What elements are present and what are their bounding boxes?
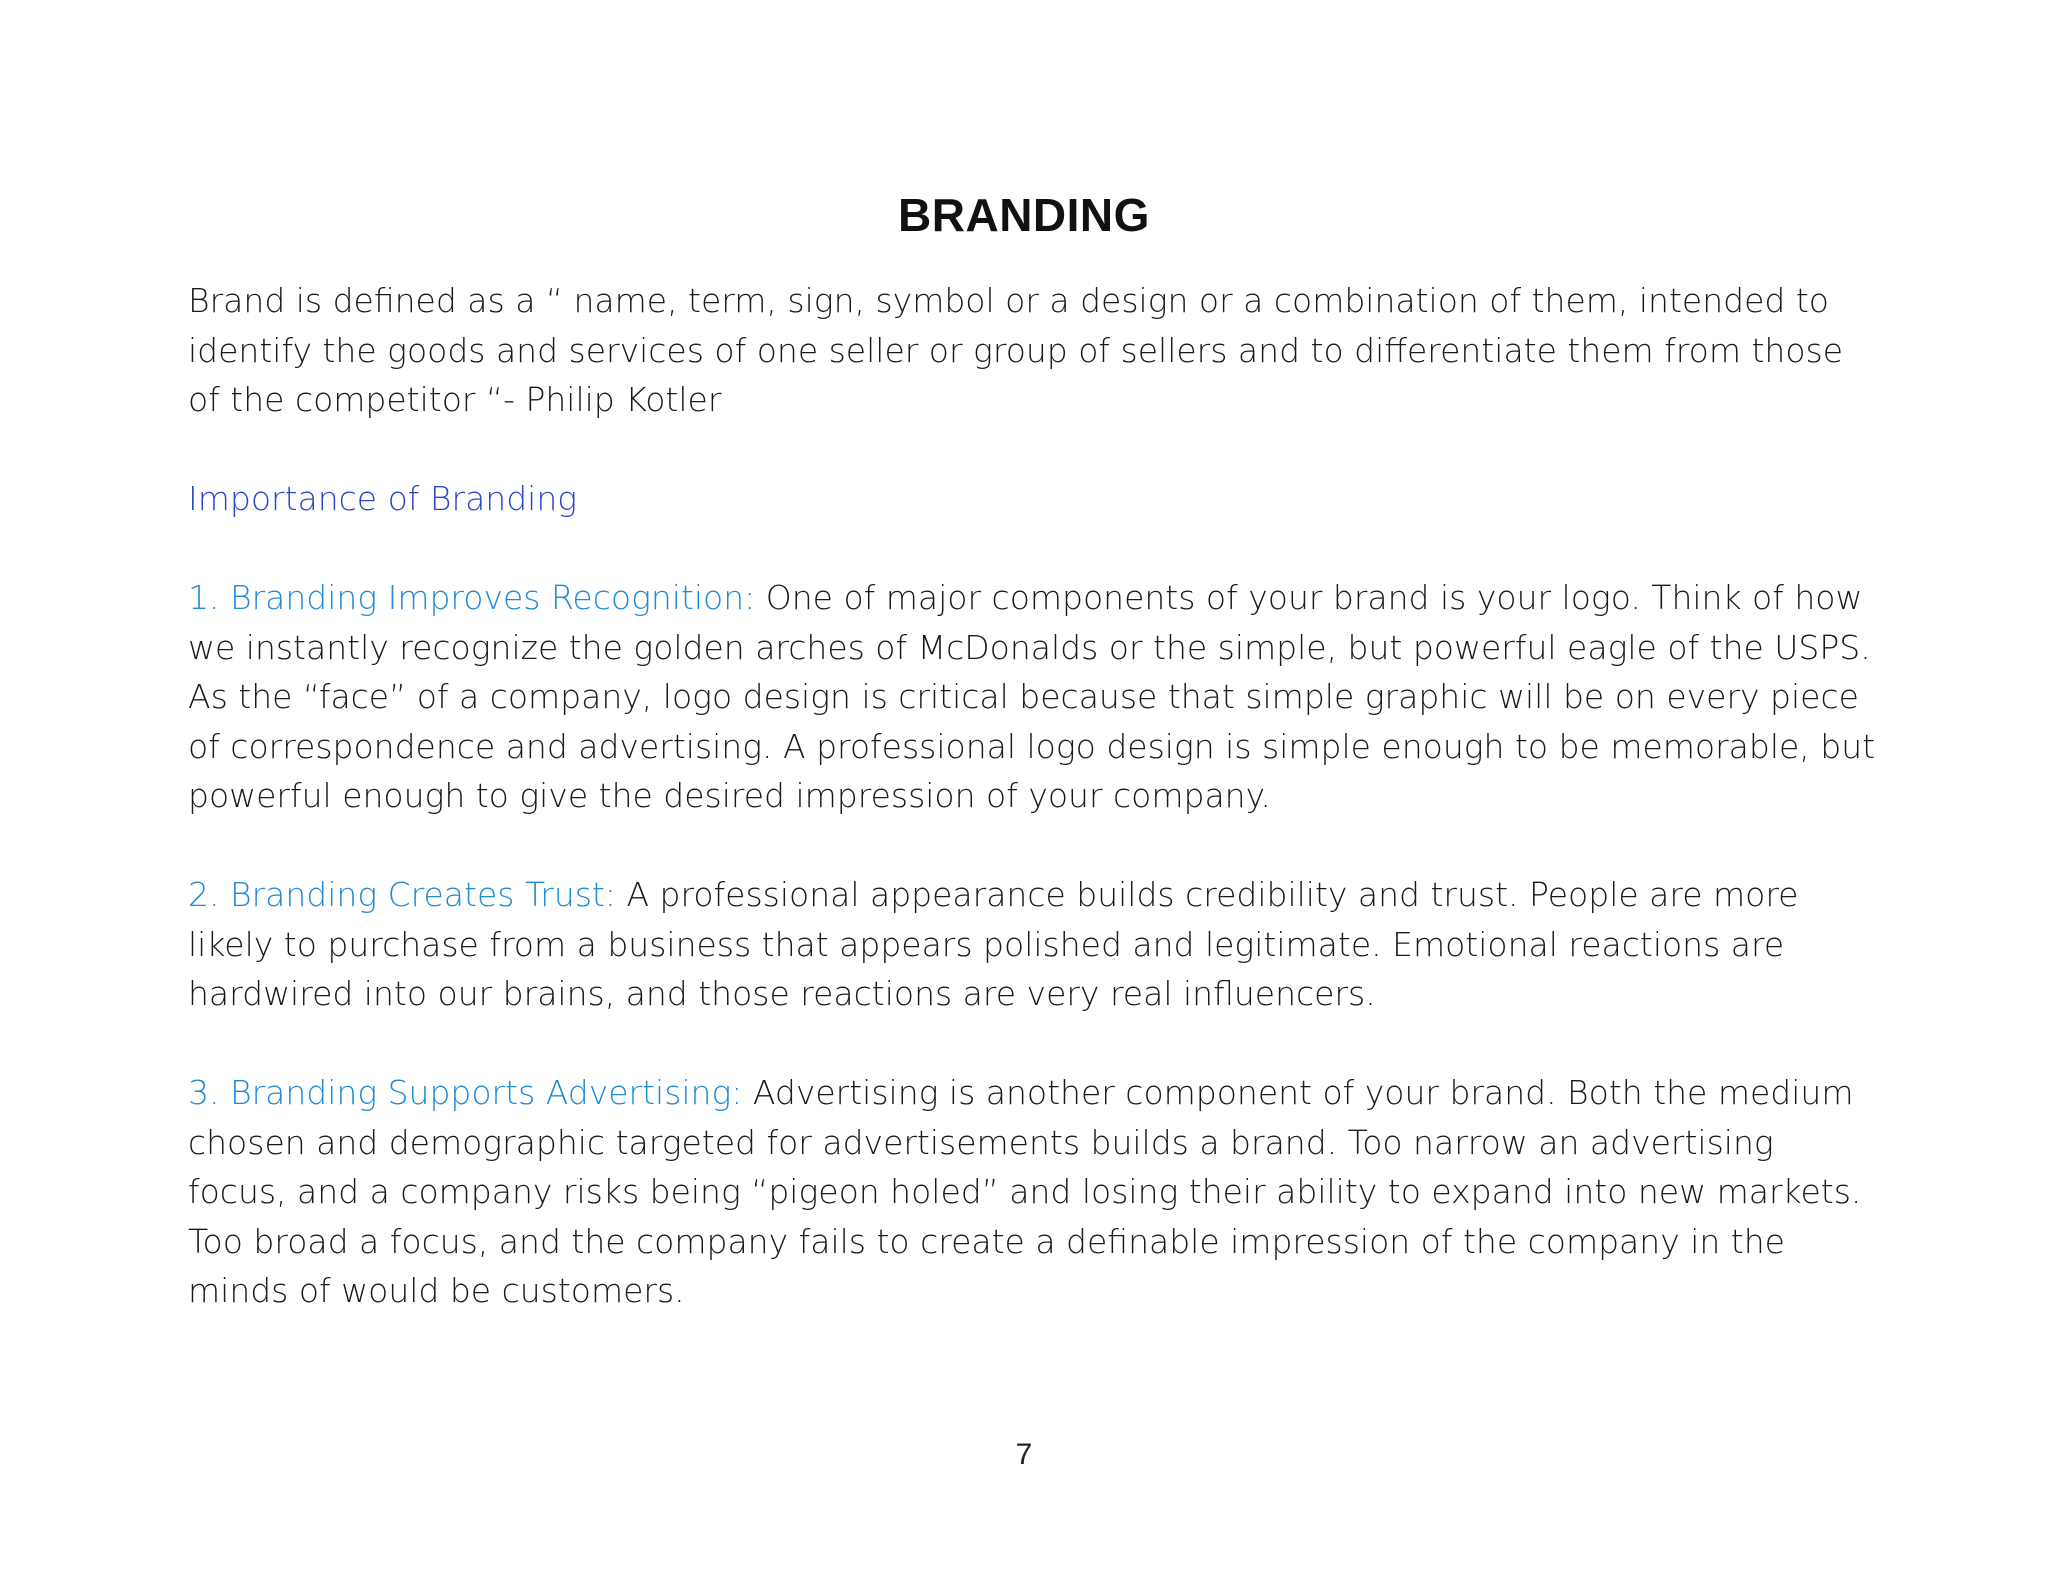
body-content: [188, 276, 1878, 1365]
point-text-3: Advertising is another component of your brand. Both the medium chosen and demographic targeted for advertisements builds a brand. Too narrow an advertising focus, and a company risks being “pigeon holed” and losing their ability to expand into new markets. Too broad a focus, and the company fails to create a definable impression of the company in the minds of would be customers.: [188, 1073, 1862, 1310]
point-text-1: One of major components of your brand is your logo. Think of how we instantly recognize the golden arches of McDonalds or the simple, but powerful eagle of the USPS. As the “face” of a company, logo design is critical because that simple graphic will be on every piece of correspondence and advertising. A professional logo design is simple enough to be memorable, but powerful enough to give the desired impression of your company.: [188, 578, 1876, 815]
page-number: 7: [1015, 1438, 1033, 1471]
page-title: BRANDING: [898, 189, 1150, 241]
section-heading: Importance of Branding: [188, 479, 578, 518]
point-label-2: 2. Branding Creates Trust:: [188, 875, 616, 914]
point-paragraph-2: [188, 870, 1878, 1019]
point-paragraph-1: [188, 573, 1878, 821]
point-text-2: A professional appearance builds credibility and trust. People are more likely to purchase from a business that appears polished and legitimate. Emotional reactions are hardwired into our brains, and those reactions are very real influencers.: [188, 875, 1799, 1013]
point-label-3: 3. Branding Supports Advertising:: [188, 1073, 743, 1112]
point-paragraph-3: [188, 1068, 1878, 1316]
point-label-1: 1. Branding Improves Recognition:: [188, 578, 756, 617]
definition-paragraph: Brand is defined as a “ name, term, sign, symbol or a design or a combination of them, intended to identify the goods and services of one seller or group of sellers and to differentiate them from those of the competitor “- Philip Kotler: [188, 281, 1844, 419]
